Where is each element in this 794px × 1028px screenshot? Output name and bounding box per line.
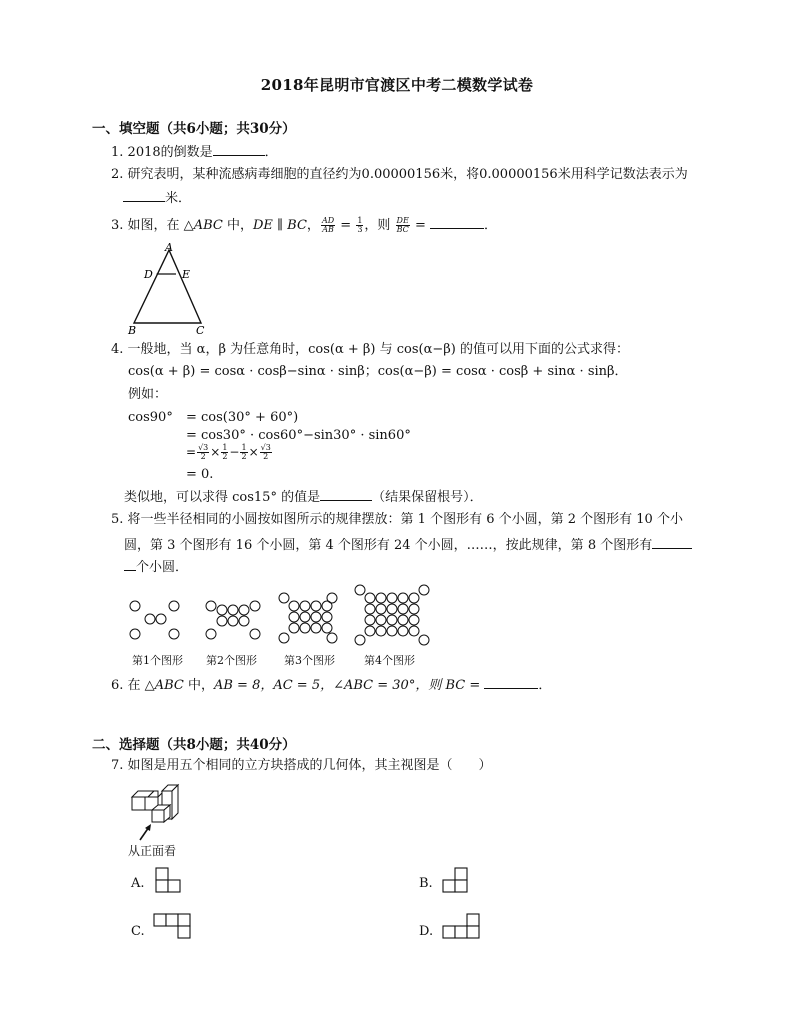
question-3 [111,216,497,234]
question-4 [111,342,629,358]
section-heading-fill-blank: 一、填空题（共6小题；共30分） [92,121,296,137]
circle [387,604,397,614]
circle [300,623,310,633]
circle [365,615,375,625]
circle-pattern-figures [124,584,444,646]
circle [419,635,429,645]
circle [156,614,166,624]
pattern-1 [130,601,179,639]
fraction-ad-ab [321,217,335,234]
denominator: BC [396,225,409,234]
example-step-4: = 0. [186,467,214,482]
label-e: E [182,268,191,281]
label-d: D [144,268,153,281]
punctuation: ． [264,145,278,160]
circle [169,629,179,639]
question-text: 中， [222,218,253,233]
segment-bc: BC [287,218,307,233]
circle [398,593,408,603]
label-b: B [128,324,137,337]
circle [206,601,216,611]
answer-blank[interactable] [430,216,484,229]
triangle-name: ABC [154,678,184,693]
section-heading-multiple-choice: 二、选择题（共8小题；共40分） [92,737,296,753]
answer-blank[interactable] [652,536,692,549]
cube-stack-figure [128,783,184,827]
numerator: √3 [198,443,209,452]
circle [376,626,386,636]
question-text: 米． [165,191,192,206]
circle [300,601,310,611]
denominator: 3 [357,225,363,234]
cube-face [152,810,164,822]
times-sign: × [248,445,259,459]
circle [250,601,260,611]
example-label: 例如： [128,387,168,402]
triangle-figure [124,240,214,336]
option-b-label[interactable]: B. [419,876,433,891]
question-text: ，则 [364,218,395,233]
example-step-1-left: cos90° [128,410,173,425]
circle [327,633,337,643]
option-b-figure[interactable] [442,867,472,895]
circle [409,604,419,614]
question-text: 将一些半径相同的小圆按如图所示的规律摆放：第 1 个图形有 6 个小圆，第 2 个图形有 10 个小 [127,512,683,527]
answer-blank[interactable] [123,189,165,202]
equals-sign: = [336,218,356,233]
question-text: AB = 8，AC = 5，∠ABC = 30°，则 BC = [213,678,485,693]
figure-caption-2: 第2个图形 [206,654,257,667]
circle [239,605,249,615]
circle [206,629,216,639]
question-5-line2 [124,536,692,554]
numerator: 1 [241,443,247,452]
option-a-figure[interactable] [155,867,185,895]
circle [355,635,365,645]
circle [289,601,299,611]
question-number: 4. [111,342,124,357]
formula-line: cos(α + β) = cosα · cosβ−sinα · sinβ；cos(α−β) = cosα · cosβ + sinα · sinβ． [128,364,628,379]
circle [322,623,332,633]
circle [228,616,238,626]
circle [300,612,310,622]
denominator: 2 [263,452,269,461]
question-2-cont [123,189,191,207]
question-text: 类似地，可以求得 cos15° 的值是 [124,490,321,505]
question-1 [111,143,278,161]
triangle-abc [134,250,201,323]
fraction-de-bc [396,217,410,234]
option-a-label[interactable]: A. [131,876,145,891]
punctuation: ． [538,678,552,693]
pattern-2 [206,601,260,639]
equals-sign: = [410,218,430,233]
circle [145,614,155,624]
fraction-one-third [356,217,363,234]
question-text: 2018的倒数是 [127,145,213,160]
punctuation: ， [306,218,320,233]
pattern-4 [355,585,429,645]
question-number: 6. [111,678,124,693]
circle [398,626,408,636]
circle [228,605,238,615]
option-d-label[interactable]: D. [419,924,434,939]
circle [409,615,419,625]
circle [130,629,140,639]
circle [387,593,397,603]
triangle-name: ABC [193,218,223,233]
question-number: 1. [111,145,124,160]
example-step-1: = cos(30° + 60°) [186,410,299,425]
circle [322,601,332,611]
fraction-1-2 [240,444,247,461]
question-text: （结果保留根号）． [372,490,483,505]
parallel-sign: ∥ [272,218,288,233]
circle [311,612,321,622]
denominator: AB [322,225,334,234]
circle [311,623,321,633]
fraction-sqrt3-2 [197,444,209,461]
answer-blank[interactable] [484,676,538,689]
circle [398,615,408,625]
circle [365,626,375,636]
numerator: DE [396,216,409,225]
punctuation: ． [483,218,497,233]
numerator: √3 [260,443,271,452]
circle [376,604,386,614]
label-a: A [165,241,173,254]
option-c-label[interactable]: C. [131,924,145,939]
question-text: 中， [183,678,214,693]
circle [289,612,299,622]
figure-caption-4: 第4个图形 [364,654,415,667]
question-5 [111,512,683,528]
cube-face [172,785,178,819]
option-d-figure[interactable] [442,913,484,943]
denominator: 2 [241,452,247,461]
circle [311,601,321,611]
circle [376,615,386,625]
circle [279,633,289,643]
question-text: 一般地，当 α，β 为任意角时，cos(α + β) 与 cos(α−β) 的值可以用下面的公式求得： [127,342,629,357]
minus-sign: − [229,445,240,459]
figure-caption-3: 第3个图形 [284,654,335,667]
denominator: 2 [222,452,228,461]
cubes [132,785,178,822]
circle [387,615,397,625]
fraction-1-2 [221,444,228,461]
circle [217,605,227,615]
circle [365,604,375,614]
question-number: 2. [111,167,124,182]
circle [355,585,365,595]
question-2 [111,167,688,183]
question-text: 个小圆． [136,560,189,575]
question-text: 如图，在 △ [127,218,194,233]
question-7 [111,758,492,774]
label-c: C [196,324,205,337]
circle [419,585,429,595]
question-number: 3. [111,218,124,233]
circle [409,593,419,603]
circle [289,623,299,633]
circle [387,626,397,636]
arrow-icon [136,822,156,842]
answer-blank[interactable] [213,143,265,156]
numerator: AD [321,216,335,225]
answer-blank-cont [124,558,136,571]
denominator: 2 [200,452,206,461]
circle [409,626,419,636]
numerator: 1 [222,443,228,452]
question-4-ask [124,488,483,506]
answer-blank[interactable] [320,488,372,501]
cube-face [132,797,145,810]
question-6 [111,676,551,694]
times-sign: × [210,445,221,459]
circle [250,629,260,639]
circle [376,593,386,603]
circle [239,616,249,626]
page-title: 2018年昆明市官渡区中考二模数学试卷 [260,76,534,94]
fraction-sqrt3-2 [260,444,272,461]
segment-de: DE [252,218,273,233]
pattern-3 [279,593,337,643]
circle [169,601,179,611]
question-5-line3 [124,558,188,576]
question-text: 研究表明，某种流感病毒细胞的直径约为0.00000156米，将0.00000156米用科学记数法表示为 [127,167,688,182]
view-label: 从正面看 [128,844,177,858]
circle [322,612,332,622]
question-number: 5. [111,512,124,527]
circle [130,601,140,611]
question-text: 在 △ [127,678,155,693]
circle [398,604,408,614]
example-step-2: = cos30° · cos60°−sin30° · sin60° [186,428,411,443]
option-c-figure[interactable] [153,913,195,943]
question-number: 7. [111,758,124,773]
figure-caption-1: 第1个图形 [132,654,183,667]
example-step-3 [186,444,273,461]
circle [365,593,375,603]
numerator: 1 [357,216,363,225]
circle [279,593,289,603]
equals-sign: = [186,445,197,459]
question-text: 圆，第 3 个图形有 16 个小圆，第 4 个图形有 24 个小圆，……，按此规律，第 8 个图形有 [124,538,653,553]
question-text: 如图是用五个相同的立方块搭成的几何体，其主视图是（ ） [127,758,492,773]
circle [217,616,227,626]
